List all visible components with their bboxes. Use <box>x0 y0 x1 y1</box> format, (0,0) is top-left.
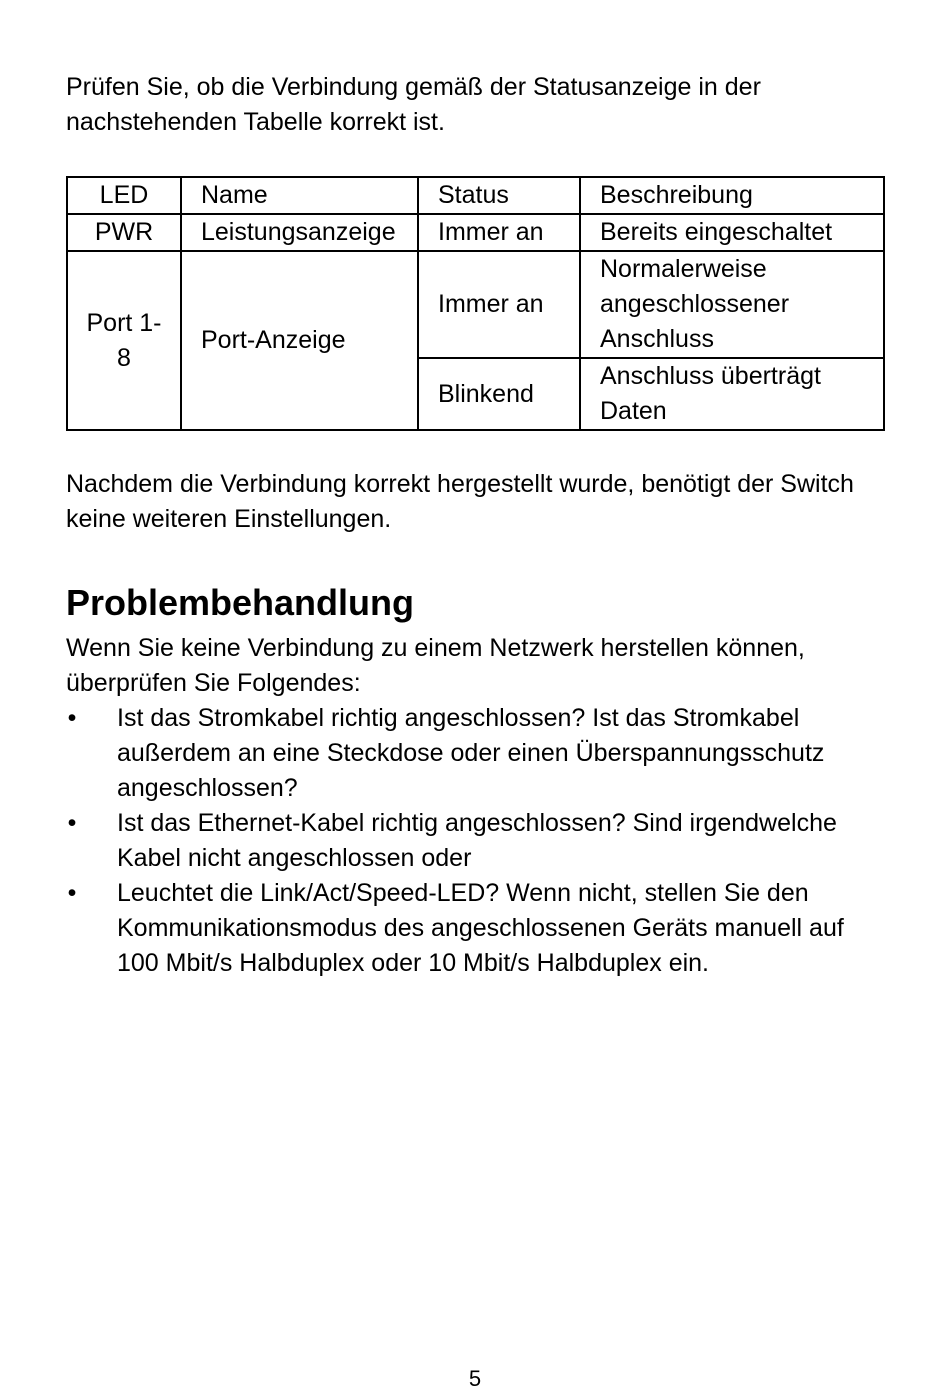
bullet-icon: • <box>67 704 77 732</box>
table-row <box>67 214 884 251</box>
list-item <box>66 806 884 876</box>
port-description-on-cell: Normalerweise angeschlossener Anschluss <box>580 251 884 358</box>
intro-paragraph: Prüfen Sie, ob die Verbindung gemäß der Statusanzeige in der nachstehenden Tabelle korrekt ist. <box>66 73 761 136</box>
header-led: LED <box>67 177 181 214</box>
list-item-text: Ist das Stromkabel richtig angeschlossen? Ist das Stromkabel außerdem an eine Steckdose oder einen Überspannungsschutz angeschlossen? <box>117 704 825 802</box>
list-item-text: Ist das Ethernet-Kabel richtig angeschlossen? Sind irgendwelche Kabel nicht angeschlossen oder <box>117 809 837 872</box>
led-status-table <box>66 176 885 431</box>
checklist <box>66 701 884 981</box>
header-description: Beschreibung <box>580 177 884 214</box>
bullet-icon: • <box>67 879 77 907</box>
port-led-cell: Port 1-8 <box>67 251 181 430</box>
port-status-on-cell: Immer an <box>418 251 580 358</box>
document-page <box>66 70 884 981</box>
header-status: Status <box>418 177 580 214</box>
port-status-blink-cell: Blinkend <box>418 358 580 430</box>
page-number: 5 <box>468 1366 482 1391</box>
section-heading: Problembehandlung <box>66 582 415 623</box>
header-name: Name <box>181 177 418 214</box>
port-name-cell: Port-Anzeige <box>181 251 418 430</box>
table-header-row <box>67 177 884 214</box>
table-row <box>67 251 884 358</box>
list-item-text: Leuchtet die Link/Act/Speed-LED? Wenn nicht, stellen Sie den Kommunikationsmodus des angeschlossenen Geräts manuell auf 100 Mbit/s Halbduplex oder 10 Mbit/s Halbduplex ein. <box>117 879 844 977</box>
pwr-name-cell: Leistungsanzeige <box>181 214 418 251</box>
pwr-description-cell: Bereits eingeschaltet <box>580 214 884 251</box>
pwr-status-cell: Immer an <box>418 214 580 251</box>
list-item <box>66 876 884 981</box>
after-table-paragraph: Nachdem die Verbindung korrekt hergestellt wurde, benötigt der Switch keine weiteren Einstellungen. <box>66 470 854 533</box>
pwr-led-cell: PWR <box>67 214 181 251</box>
port-description-blink-cell: Anschluss überträgt Daten <box>580 358 884 430</box>
troubleshooting-intro: Wenn Sie keine Verbindung zu einem Netzwerk herstellen können, überprüfen Sie Folgendes: <box>66 634 805 697</box>
bullet-icon: • <box>67 809 77 837</box>
list-item <box>66 701 884 806</box>
